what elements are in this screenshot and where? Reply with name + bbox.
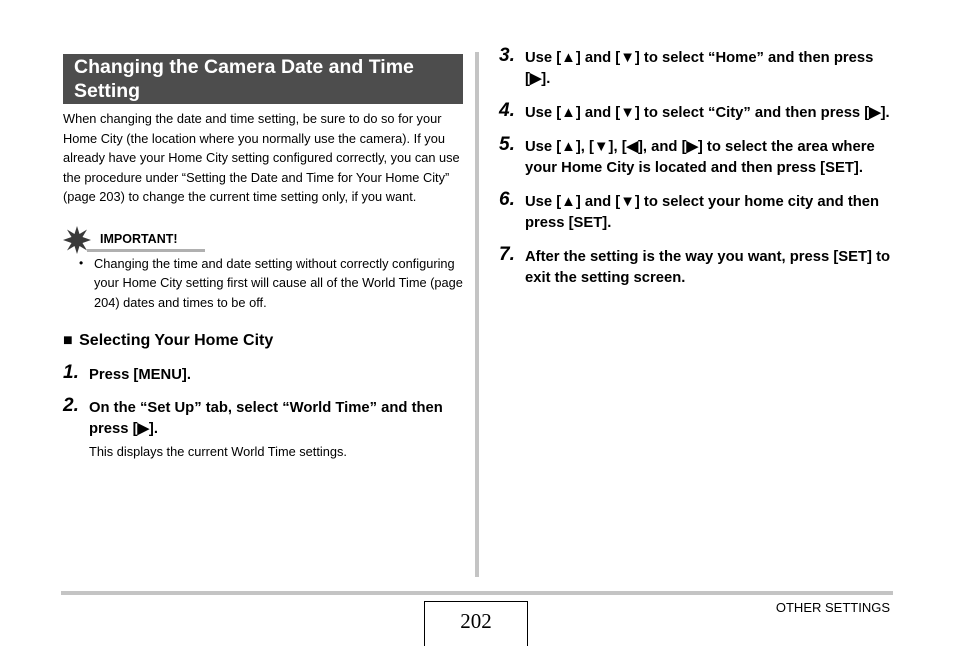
footer-divider <box>61 591 893 595</box>
footer-section-label: OTHER SETTINGS <box>775 600 890 615</box>
step-number: 3. <box>499 45 515 66</box>
section-title: Changing the Camera Date and Time Setting <box>63 54 463 104</box>
step-3 <box>499 45 899 90</box>
important-bullets <box>63 254 463 313</box>
step-text: After the setting is the way you want, press [SET] to exit the setting screen. <box>525 249 891 286</box>
step-4 <box>499 100 899 124</box>
step-number: 1. <box>63 362 79 383</box>
list-item <box>63 254 463 313</box>
bullet-icon: • <box>79 255 84 270</box>
step-text: Use [▲] and [▼] to select “Home” and then press [▶]. <box>525 50 874 87</box>
step-number: 5. <box>499 134 515 155</box>
square-bullet-icon: ■ <box>63 332 73 349</box>
step-text: Use [▲], [▼], [◀], and [▶] to select the area where your Home City is located and then press [SET]. <box>525 139 875 176</box>
important-callout <box>63 230 463 252</box>
important-label: IMPORTANT! <box>100 231 178 246</box>
page-number: 202 <box>424 601 528 646</box>
step-number: 2. <box>63 395 79 416</box>
step-text: On the “Set Up” tab, select “World Time” and then press [▶]. <box>89 400 443 437</box>
important-underline <box>87 249 205 252</box>
step-2 <box>63 395 463 461</box>
step-number: 4. <box>499 100 515 121</box>
step-number: 7. <box>499 244 515 265</box>
step-1 <box>63 362 463 386</box>
left-column <box>63 54 463 461</box>
step-5 <box>499 134 899 179</box>
step-7 <box>499 244 899 289</box>
right-column <box>499 45 899 289</box>
subsection-title: Selecting Your Home City <box>79 332 274 349</box>
bullet-text: Changing the time and date setting without correctly configuring your Home City setting first will cause all of the World Time (page 204) dates and times to be off. <box>94 255 463 310</box>
intro-paragraph: When changing the date and time setting, be sure to do so for your Home City (the location where you normally use the camera). If you already have your Home City setting configured correctly, you can use the procedure under “Setting the Date and Time for Your Home City” (page 203) to change the current time setting only, if you want. <box>63 111 460 204</box>
step-text: Use [▲] and [▼] to select “City” and then press [▶]. <box>525 105 890 121</box>
step-note: This displays the current World Time settings. <box>89 444 347 459</box>
column-divider <box>475 52 479 577</box>
step-text: Press [MENU]. <box>89 367 191 383</box>
step-6 <box>499 189 899 234</box>
step-number: 6. <box>499 189 515 210</box>
subsection-heading <box>63 331 463 351</box>
step-text: Use [▲] and [▼] to select your home city and then press [SET]. <box>525 194 880 231</box>
